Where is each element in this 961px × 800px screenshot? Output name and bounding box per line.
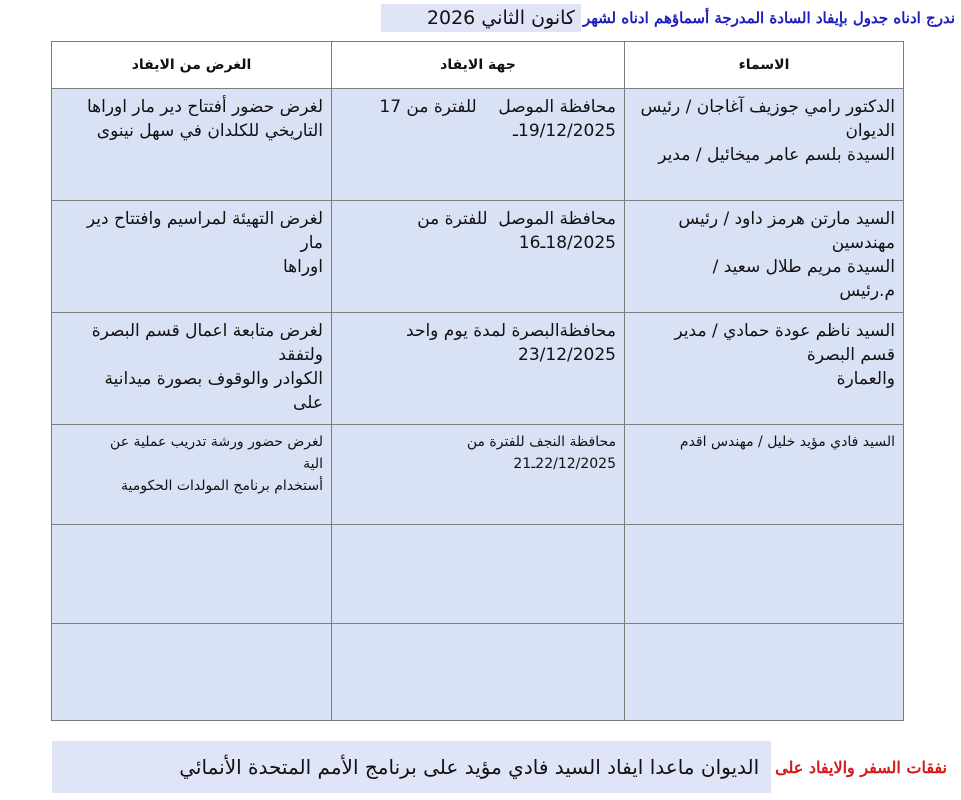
purpose-cell[interactable] xyxy=(52,525,332,624)
cell-text: السيد فادي مؤيد خليل / مهندس اقدم xyxy=(679,434,895,450)
month-field[interactable]: كانون الثاني 2026 xyxy=(381,4,581,32)
purpose-cell[interactable] xyxy=(52,425,332,525)
table-header-row xyxy=(52,42,904,89)
destination-cell[interactable] xyxy=(332,201,625,313)
cell-text: م.رئيس xyxy=(839,281,895,301)
column-header-names: الاسماء xyxy=(625,42,904,89)
cell-text: على xyxy=(293,393,323,413)
destination-cell[interactable] xyxy=(332,425,625,525)
cell-text: ولتفقد xyxy=(278,345,323,365)
cell-text: محافظةالبصرة لمدة يوم واحد xyxy=(406,321,616,341)
cell-text: مار xyxy=(300,233,323,253)
cell-text: اوراها xyxy=(282,257,323,277)
cell-text: التاريخي للكلدان في سهل نينوى xyxy=(96,121,323,141)
cell-text: السيدة بلسم عامر ميخائيل / مدير xyxy=(658,145,895,165)
cell-text: الدكتور رامي جوزيف آغاجان / رئيس xyxy=(640,97,895,117)
expenses-label: نفقات السفر والايفاد على xyxy=(775,757,947,777)
cell-text: 22/12/2025ـ21 xyxy=(513,456,616,472)
destination-cell[interactable] xyxy=(332,89,625,201)
purpose-cell[interactable] xyxy=(52,313,332,425)
cell-text: 18/2025ـ16 xyxy=(518,233,616,253)
destination-cell[interactable] xyxy=(332,313,625,425)
cell-text: 23/12/2025 xyxy=(518,345,616,365)
cell-text: لغرض حضور أفتتاح دير مار اوراها xyxy=(86,97,323,117)
column-header-purpose: الغرض من الايفاد xyxy=(52,42,332,89)
names-cell[interactable] xyxy=(625,525,904,624)
names-cell[interactable] xyxy=(625,313,904,425)
cell-text: السيد ناظم عودة حمادي / مدير xyxy=(674,321,895,341)
intro-text: ندرج ادناه جدول بإيفاد السادة المدرجة أسماؤهم ادناه لشهر xyxy=(582,9,955,27)
cell-text: 19/12/2025ـ xyxy=(513,121,616,141)
table-row xyxy=(52,313,904,425)
empty-table-row xyxy=(52,624,904,721)
table-row xyxy=(52,201,904,313)
cell-text: محافظة الموصل للفترة من xyxy=(417,209,616,229)
cell-text: والعمارة xyxy=(836,369,895,389)
expenses-field[interactable]: الديوان ماعدا ايفاد السيد فادي مؤيد على برنامج الأمم المتحدة الأنمائي xyxy=(52,741,771,793)
cell-text: أستخدام برنامج المولدات الحكومية xyxy=(120,478,323,494)
cell-text: الكوادر والوقوف بصورة ميدانية xyxy=(104,369,323,389)
purpose-cell[interactable] xyxy=(52,89,332,201)
purpose-cell[interactable] xyxy=(52,624,332,721)
cell-text: السيد مارتن هرمز داود / رئيس xyxy=(678,209,895,229)
names-cell[interactable] xyxy=(625,89,904,201)
cell-text: محافظة النجف للفترة من xyxy=(466,434,616,450)
purpose-cell[interactable] xyxy=(52,201,332,313)
empty-table-row xyxy=(52,525,904,624)
names-cell[interactable] xyxy=(625,624,904,721)
cell-text: الديوان xyxy=(845,121,895,141)
intro-line xyxy=(381,4,957,32)
cell-text: الية xyxy=(303,456,323,472)
column-header-destination: جهة الايفاد xyxy=(332,42,625,89)
cell-text: لغرض متابعة اعمال قسم البصرة xyxy=(91,321,323,341)
table-row xyxy=(52,425,904,525)
cell-text: قسم البصرة xyxy=(806,345,895,365)
cell-text: لغرض حضور ورشة تدريب عملية عن xyxy=(110,434,323,450)
delegation-table xyxy=(51,41,904,721)
cell-text: لغرض التهيئة لمراسيم وافتتاح دير xyxy=(86,209,323,229)
names-cell[interactable] xyxy=(625,425,904,525)
destination-cell[interactable] xyxy=(332,624,625,721)
names-cell[interactable] xyxy=(625,201,904,313)
table-row xyxy=(52,89,904,201)
cell-text: السيدة مريم طلال سعيد / xyxy=(712,257,895,277)
cell-text: محافظة الموصل للفترة من 17 xyxy=(379,97,616,117)
destination-cell[interactable] xyxy=(332,525,625,624)
cell-text: مهندسين xyxy=(831,233,895,253)
expenses-line xyxy=(52,741,953,793)
